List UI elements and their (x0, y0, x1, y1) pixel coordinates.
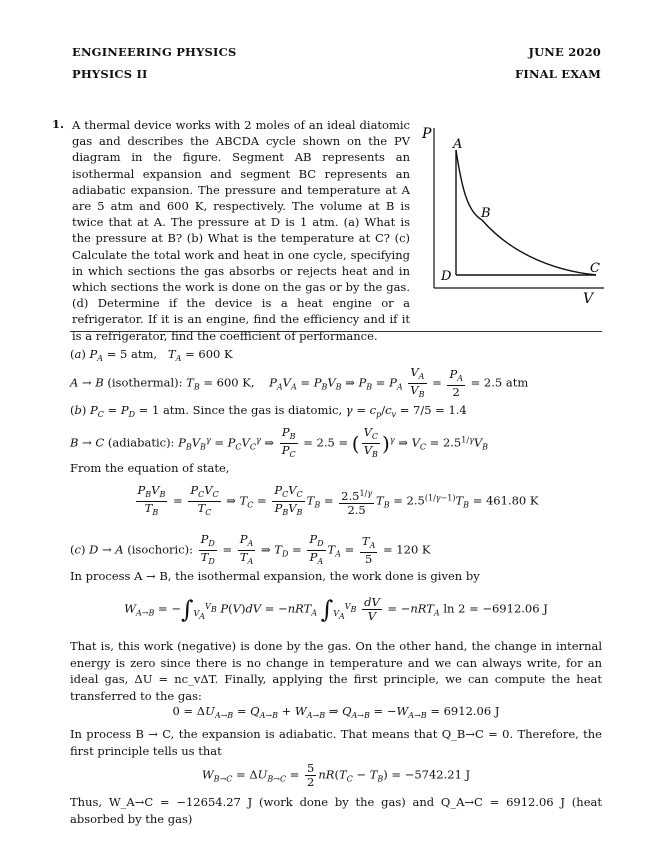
problem-number: 1. (52, 117, 65, 131)
pb-result: = 2.5 atm (470, 375, 529, 390)
exam-date: JUNE 2020 (528, 45, 601, 59)
q-ab-result: = 6912.06 J (430, 704, 500, 718)
point-a-label: A (453, 137, 463, 152)
section-divider (70, 331, 602, 332)
td-result: = 120 K (383, 542, 431, 557)
final-summary: Thus, W_A→C = −12654.27 J (work done by the gas) and Q_A→C = 6912.06 J (heat absorbed by the gas) (70, 795, 602, 826)
equation-q-ab: $0 = \Delta U_{A\to B} = Q_{A\to B} + W_{A\to B}$ ⇒ $Q_{A\to B} = -W_{A\to B} = 6912.06$ J (172, 704, 500, 720)
paragraph-first-principle: That is, this work (negative) is done by the gas. On the other hand, the change in internal energy is zero since there is no change in temperature and we can always write, for an ideal gas, ΔU = nc_vΔT. Finally, applying the first principle, we can compute the heat transferred to the gas: (70, 639, 602, 703)
point-b-label: B (481, 206, 491, 221)
adiabat-bc-curve (482, 220, 596, 275)
exam-type: FINAL EXAM (515, 67, 601, 81)
solution-a-isothermal: A → B (isothermal): $T_B = 600$ K, $P_AV_A = P_BV_B$ ⇒ $P_B = P_A$ $\frac{V_A}{V_B}$ = $\frac{P_A}{2}$ = 2.5 atm (70, 365, 529, 399)
solution-a-given: (a) $P_A = 5$ atm, $T_A = 600$ K (70, 347, 233, 363)
axis-v-label: V (583, 291, 594, 307)
pressure-ratio: = 2.5 = (303, 435, 349, 450)
w-bc-result: = −5742.21 J (391, 767, 471, 782)
equation-w-bc: $W_{B\to C} = \Delta U_{B\to C}$ = $\frac{5}{2}$ $nR(T_C - T_B) = -5742.21$ J (201, 761, 471, 789)
tc-result: = 461.80 K (472, 493, 539, 508)
header-right (515, 41, 601, 85)
course-title: ENGINEERING PHYSICS (72, 45, 237, 59)
point-c-label: C (590, 261, 600, 276)
equation-w-ab: $W_{A\to B} = -\int_{V_A}^{V_B}$ P(V)dV = −nRT$_A$ $\int_{V_A}^{V_B}$ $\frac{dV}{V}$ = −nRT$_A$ ln 2 = −6912.06 J (124, 595, 548, 624)
header-left (72, 41, 236, 85)
w-ab-result: = −6912.06 J (469, 601, 548, 616)
pv-diagram (418, 120, 608, 310)
point-d-label: D (441, 269, 452, 284)
problem-text: A thermal device works with 2 moles of an ideal diatomic gas and describes the ABCDA cycle shown on the PV diagram in the figure. Segment AB represents an isothermal expansion and segment BC represents an adiabatic expansion. The pressure and temperature at A are 5 atm and 600 K, respectively. The volume at B is twice that at A. The pressure at D is 1 atm. (a) What is the pressure at B? (b) What is the temperature at C? (c) Calculate the total work and heat in one cycle, specifying in which sections the gas absorbs or rejects heat and in which sections the work is done on the gas or by the gas. (d) Determine if the device is a heat engine or a refrigerator. If it is an engine, find the efficiency and if it is a refrigerator, find the coefficient of performance. (72, 118, 410, 343)
equation-tc: $\frac{P_BV_B}{T_B}$ = $\frac{P_CV_C}{T_C}$ ⇒ $T_C$ = $\frac{P_CV_C}{P_BV_B}$ $T_B$ = $\frac{2.5^{1/\gamma}}{2.5}$ $T_B = 2.5^{(1/\gamma-1)}T_B = 461.80$ K (137, 483, 539, 517)
state-intro: From the equation of state, (70, 461, 230, 475)
gamma-value: = 7/5 = 1.4 (399, 403, 467, 417)
solution-c-isochoric: (c) D → A (isochoric): $\frac{P_D}{T_D}$ = $\frac{P_A}{T_A}$ ⇒ $T_D$ = $\frac{P_D}{P_A}$ $T_A$ = $\frac{T_A}{5}$ = 120 K (70, 532, 431, 566)
solution-b-adiabatic: B → C (adiabatic): $P_BV_B^\gamma = P_CV_C^\gamma$ ⇒ $\frac{P_B}{P_C}$ = 2.5 = ( $\frac{V_C}{V_B}$ )$^\gamma$ ⇒ $V_C = 2.5^{1/\gamma}V_B$ (70, 425, 489, 459)
isotherm-ab-curve (456, 150, 482, 220)
bc-intro: In process B → C, the expansion is adiabatic. That means that Q_B→C = 0. Therefore, the first principle tells us that (70, 727, 602, 758)
subject-title: PHYSICS II (72, 67, 148, 81)
solution-b-given: (b) $P_C = P_D = 1$ atm. Since the gas is diatomic, $\gamma = c_p/c_v = 7/5 = 1.4$ (70, 403, 467, 419)
axis-p-label: P (422, 126, 432, 142)
ab-intro: In process A → B, the isothermal expansion, the work done is given by (70, 569, 480, 583)
